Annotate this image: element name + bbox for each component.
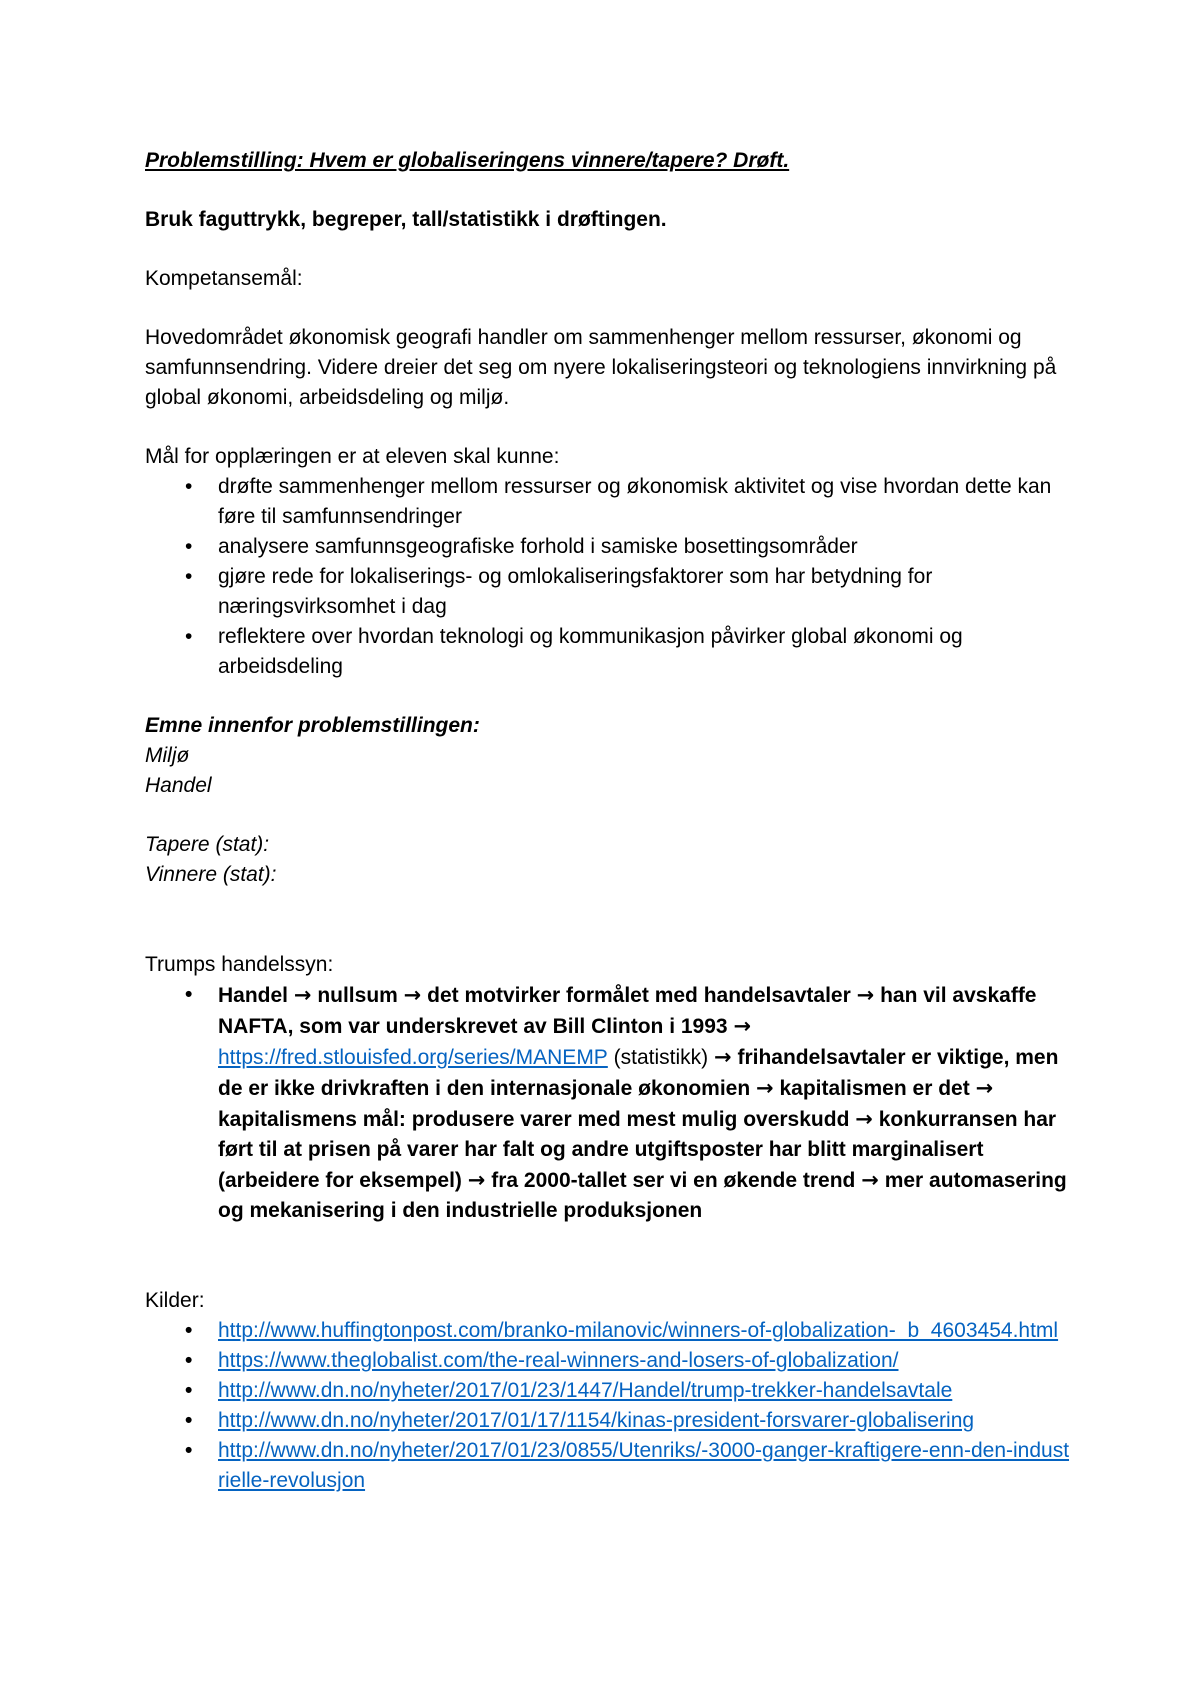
arrow-icon: → <box>467 1168 486 1192</box>
trump-item <box>218 980 1075 1226</box>
source-item <box>218 1316 1075 1346</box>
sources-heading: Kilder: <box>145 1289 205 1312</box>
document-body <box>145 146 1075 1496</box>
source-item <box>218 1436 1075 1496</box>
arrow-icon: → <box>403 983 422 1007</box>
source-link[interactable]: http://www.dn.no/nyheter/2017/01/23/0855/Utenriks/-3000-ganger-kraftigere-enn-den-industrielle-revolusjon <box>218 1439 1070 1492</box>
source-link[interactable]: http://www.huffingtonpost.com/branko-milanovic/winners-of-globalization-_b_4603454.html <box>218 1319 1059 1342</box>
instruction-text: Bruk faguttrykk, begreper, tall/statistikk i drøftingen. <box>145 208 667 231</box>
competence-heading: Kompetansemål: <box>145 267 303 290</box>
arrow-icon: → <box>855 1107 873 1131</box>
trump-segment: Handel <box>218 984 289 1007</box>
goal-item: • drøfte sammenhenger mellom ressurser og økonomisk aktivitet og vise hvordan dette kan føre til samfunnsendringer <box>218 472 1075 532</box>
goal-item: • analysere samfunnsgeografiske forhold i samiske bosettingsområder <box>218 532 1075 562</box>
goals-list <box>145 472 1075 682</box>
topic-item: Miljø <box>145 744 190 767</box>
trump-segment: det motvirker formålet med handelsavtaler <box>427 984 851 1007</box>
goal-item: • reflektere over hvordan teknologi og kommunikasjon påvirker global økonomi og arbeidsdeling <box>218 622 1075 682</box>
source-item <box>218 1376 1075 1406</box>
source-item <box>218 1346 1075 1376</box>
winners-label: Vinnere (stat): <box>145 863 277 886</box>
trump-segment: fra 2000-tallet ser vi en økende trend <box>491 1169 856 1192</box>
trump-segment: han vil avskaffe NAFTA, som var underskrevet av Bill Clinton i 1993 <box>218 984 1037 1038</box>
trump-segment: konkurransen har ført til at prisen på varer har falt og andre utgiftsposter har blitt marginalisert (arbeidere for eksempel) <box>218 1108 1057 1192</box>
fred-statistics-link[interactable]: https://fred.stlouisfed.org/series/MANEMP <box>218 1046 608 1069</box>
source-item <box>218 1406 1075 1436</box>
page-title: Problemstilling: Hvem er globaliseringens vinnere/tapere? Drøft. <box>145 149 790 172</box>
trump-segment: mer automasering og mekanisering i den industrielle produksjonen <box>218 1169 1067 1222</box>
source-link[interactable]: http://www.dn.no/nyheter/2017/01/23/1447/Handel/trump-trekker-handelsavtale <box>218 1379 953 1402</box>
sources-list <box>145 1316 1075 1496</box>
arrow-icon: → <box>733 1014 752 1038</box>
topic-item: Handel <box>145 774 212 797</box>
arrow-icon: → <box>856 983 875 1007</box>
description-paragraph: Hovedområdet økonomisk geografi handler om sammenhenger mellom ressurser, økonomi og samfunnsendring. Videre dreier det seg om nyere lokaliseringsteori og teknologiens innvirkning på global økonomi, arbeidsdeling og miljø. <box>145 326 1057 409</box>
arrow-icon: → <box>861 1168 879 1192</box>
trump-segment: kapitalismens mål: produsere varer med mest mulig overskudd <box>218 1108 850 1131</box>
trump-segment: nullsum <box>317 984 398 1007</box>
arrow-icon: → <box>975 1076 994 1100</box>
trump-segment: frihandelsavtaler er viktige, men de er ikke drivkraften i den internasjonale økonomien <box>218 1046 1059 1100</box>
arrow-icon: → <box>714 1045 732 1069</box>
topics-heading: Emne innenfor problemstillingen: <box>145 714 480 737</box>
source-link[interactable]: https://www.theglobalist.com/the-real-winners-and-losers-of-globalization/ <box>218 1349 899 1372</box>
arrow-icon: → <box>756 1076 774 1100</box>
goal-item: • gjøre rede for lokaliserings- og omlokaliseringsfaktorer som har betydning for næringsvirksomhet i dag <box>218 562 1075 622</box>
trump-segment: kapitalismen er det <box>779 1077 970 1100</box>
source-link[interactable]: http://www.dn.no/nyheter/2017/01/17/1154/kinas-president-forsvarer-globalisering <box>218 1409 975 1432</box>
trump-heading: Trumps handelssyn: <box>145 953 334 976</box>
arrow-icon: → <box>293 983 312 1007</box>
goals-intro: Mål for opplæringen er at eleven skal kunne: <box>145 445 560 468</box>
trump-list <box>145 980 1075 1226</box>
losers-label: Tapere (stat): <box>145 833 270 856</box>
trump-segment: (statistikk) <box>613 1046 709 1069</box>
